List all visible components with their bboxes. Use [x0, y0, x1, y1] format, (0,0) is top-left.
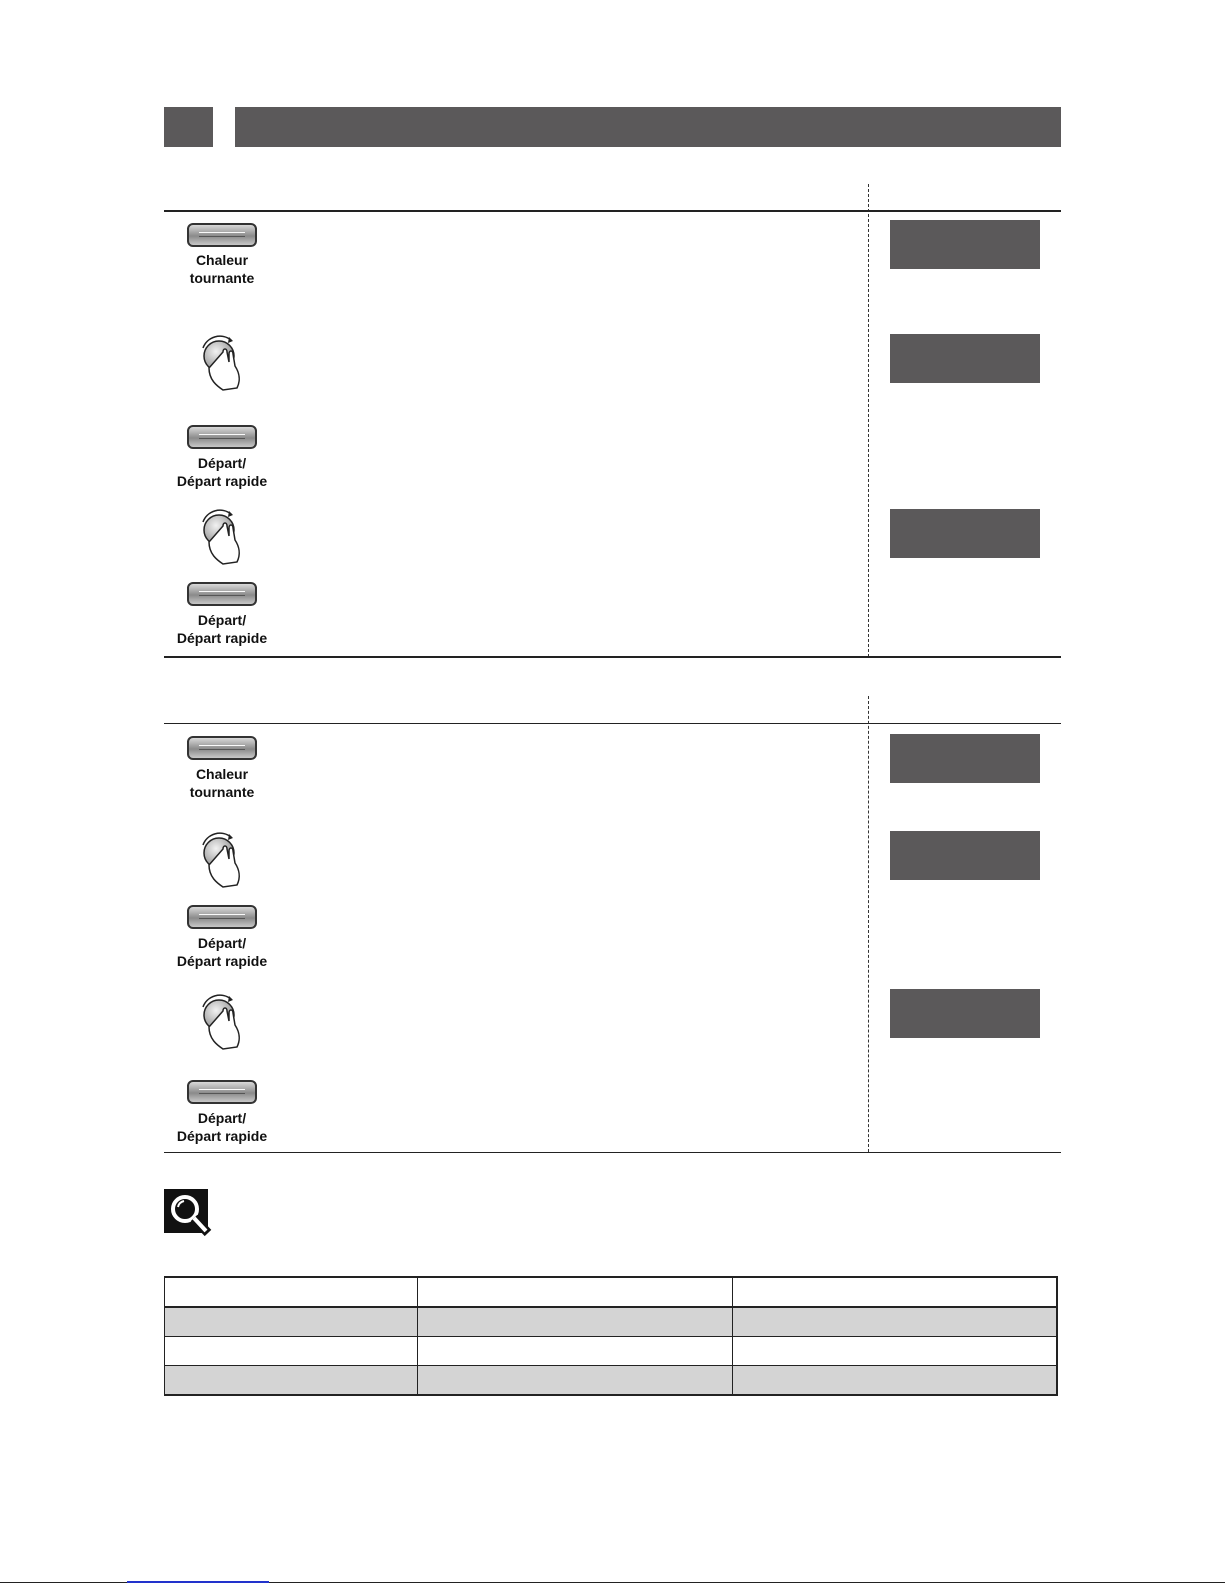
table-cell [417, 1366, 732, 1396]
table-row [165, 1366, 1058, 1396]
section1-top-rule [164, 210, 1061, 212]
section2-bottom-rule [164, 1152, 1061, 1153]
label-line: Départ rapide [176, 630, 268, 646]
table-cell [417, 1307, 732, 1337]
section2-top-rule [164, 723, 1061, 724]
table-cell [165, 1337, 418, 1366]
depart-button[interactable] [187, 1080, 257, 1104]
table-cell [733, 1307, 1057, 1337]
depart-label [157, 1109, 287, 1145]
chaleur-tournante-label [157, 251, 287, 287]
label-line: Chaleur [195, 252, 249, 268]
table-cell [165, 1277, 418, 1307]
label-line: Départ rapide [176, 473, 268, 489]
table-cell [417, 1337, 732, 1366]
depart-button[interactable] [187, 905, 257, 929]
column-divider-2 [868, 696, 869, 1152]
dial-hand-icon[interactable] [195, 334, 255, 396]
table-row [165, 1307, 1058, 1337]
label-line: Départ/ [197, 935, 247, 951]
dial-hand-icon[interactable] [195, 831, 255, 893]
table-cell [733, 1337, 1057, 1366]
label-line: Départ rapide [176, 1128, 268, 1144]
label-line: Chaleur [195, 766, 249, 782]
label-line: Départ rapide [176, 953, 268, 969]
display-screen [890, 734, 1040, 783]
display-screen [890, 220, 1040, 269]
table-cell [733, 1366, 1057, 1396]
chaleur-tournante-label [157, 765, 287, 801]
display-screen [890, 334, 1040, 383]
label-line: Départ/ [197, 455, 247, 471]
dial-hand-icon[interactable] [195, 508, 255, 570]
table-cell [165, 1307, 418, 1337]
depart-button[interactable] [187, 425, 257, 449]
footer-link-underline[interactable] [127, 1581, 269, 1583]
column-divider-1 [868, 184, 869, 657]
table-cell [417, 1277, 732, 1307]
display-screen [890, 831, 1040, 880]
label-line: Départ/ [197, 612, 247, 628]
magnifier-icon [164, 1189, 212, 1237]
section-number-box [164, 107, 213, 147]
label-line: tournante [189, 270, 255, 286]
section1-bottom-rule [164, 656, 1061, 658]
depart-button[interactable] [187, 582, 257, 606]
table-cell [733, 1277, 1057, 1307]
display-screen [890, 509, 1040, 558]
label-line: tournante [189, 784, 255, 800]
table-row [165, 1337, 1058, 1366]
depart-label [157, 454, 287, 490]
info-table [164, 1276, 1058, 1396]
display-screen [890, 989, 1040, 1038]
section-title-bar [235, 107, 1061, 147]
label-line: Départ/ [197, 1110, 247, 1126]
dial-hand-icon[interactable] [195, 993, 255, 1055]
chaleur-tournante-button[interactable] [187, 223, 257, 247]
depart-label [157, 611, 287, 647]
table-row [165, 1277, 1058, 1307]
depart-label [157, 934, 287, 970]
table-cell [165, 1366, 418, 1396]
chaleur-tournante-button[interactable] [187, 736, 257, 760]
